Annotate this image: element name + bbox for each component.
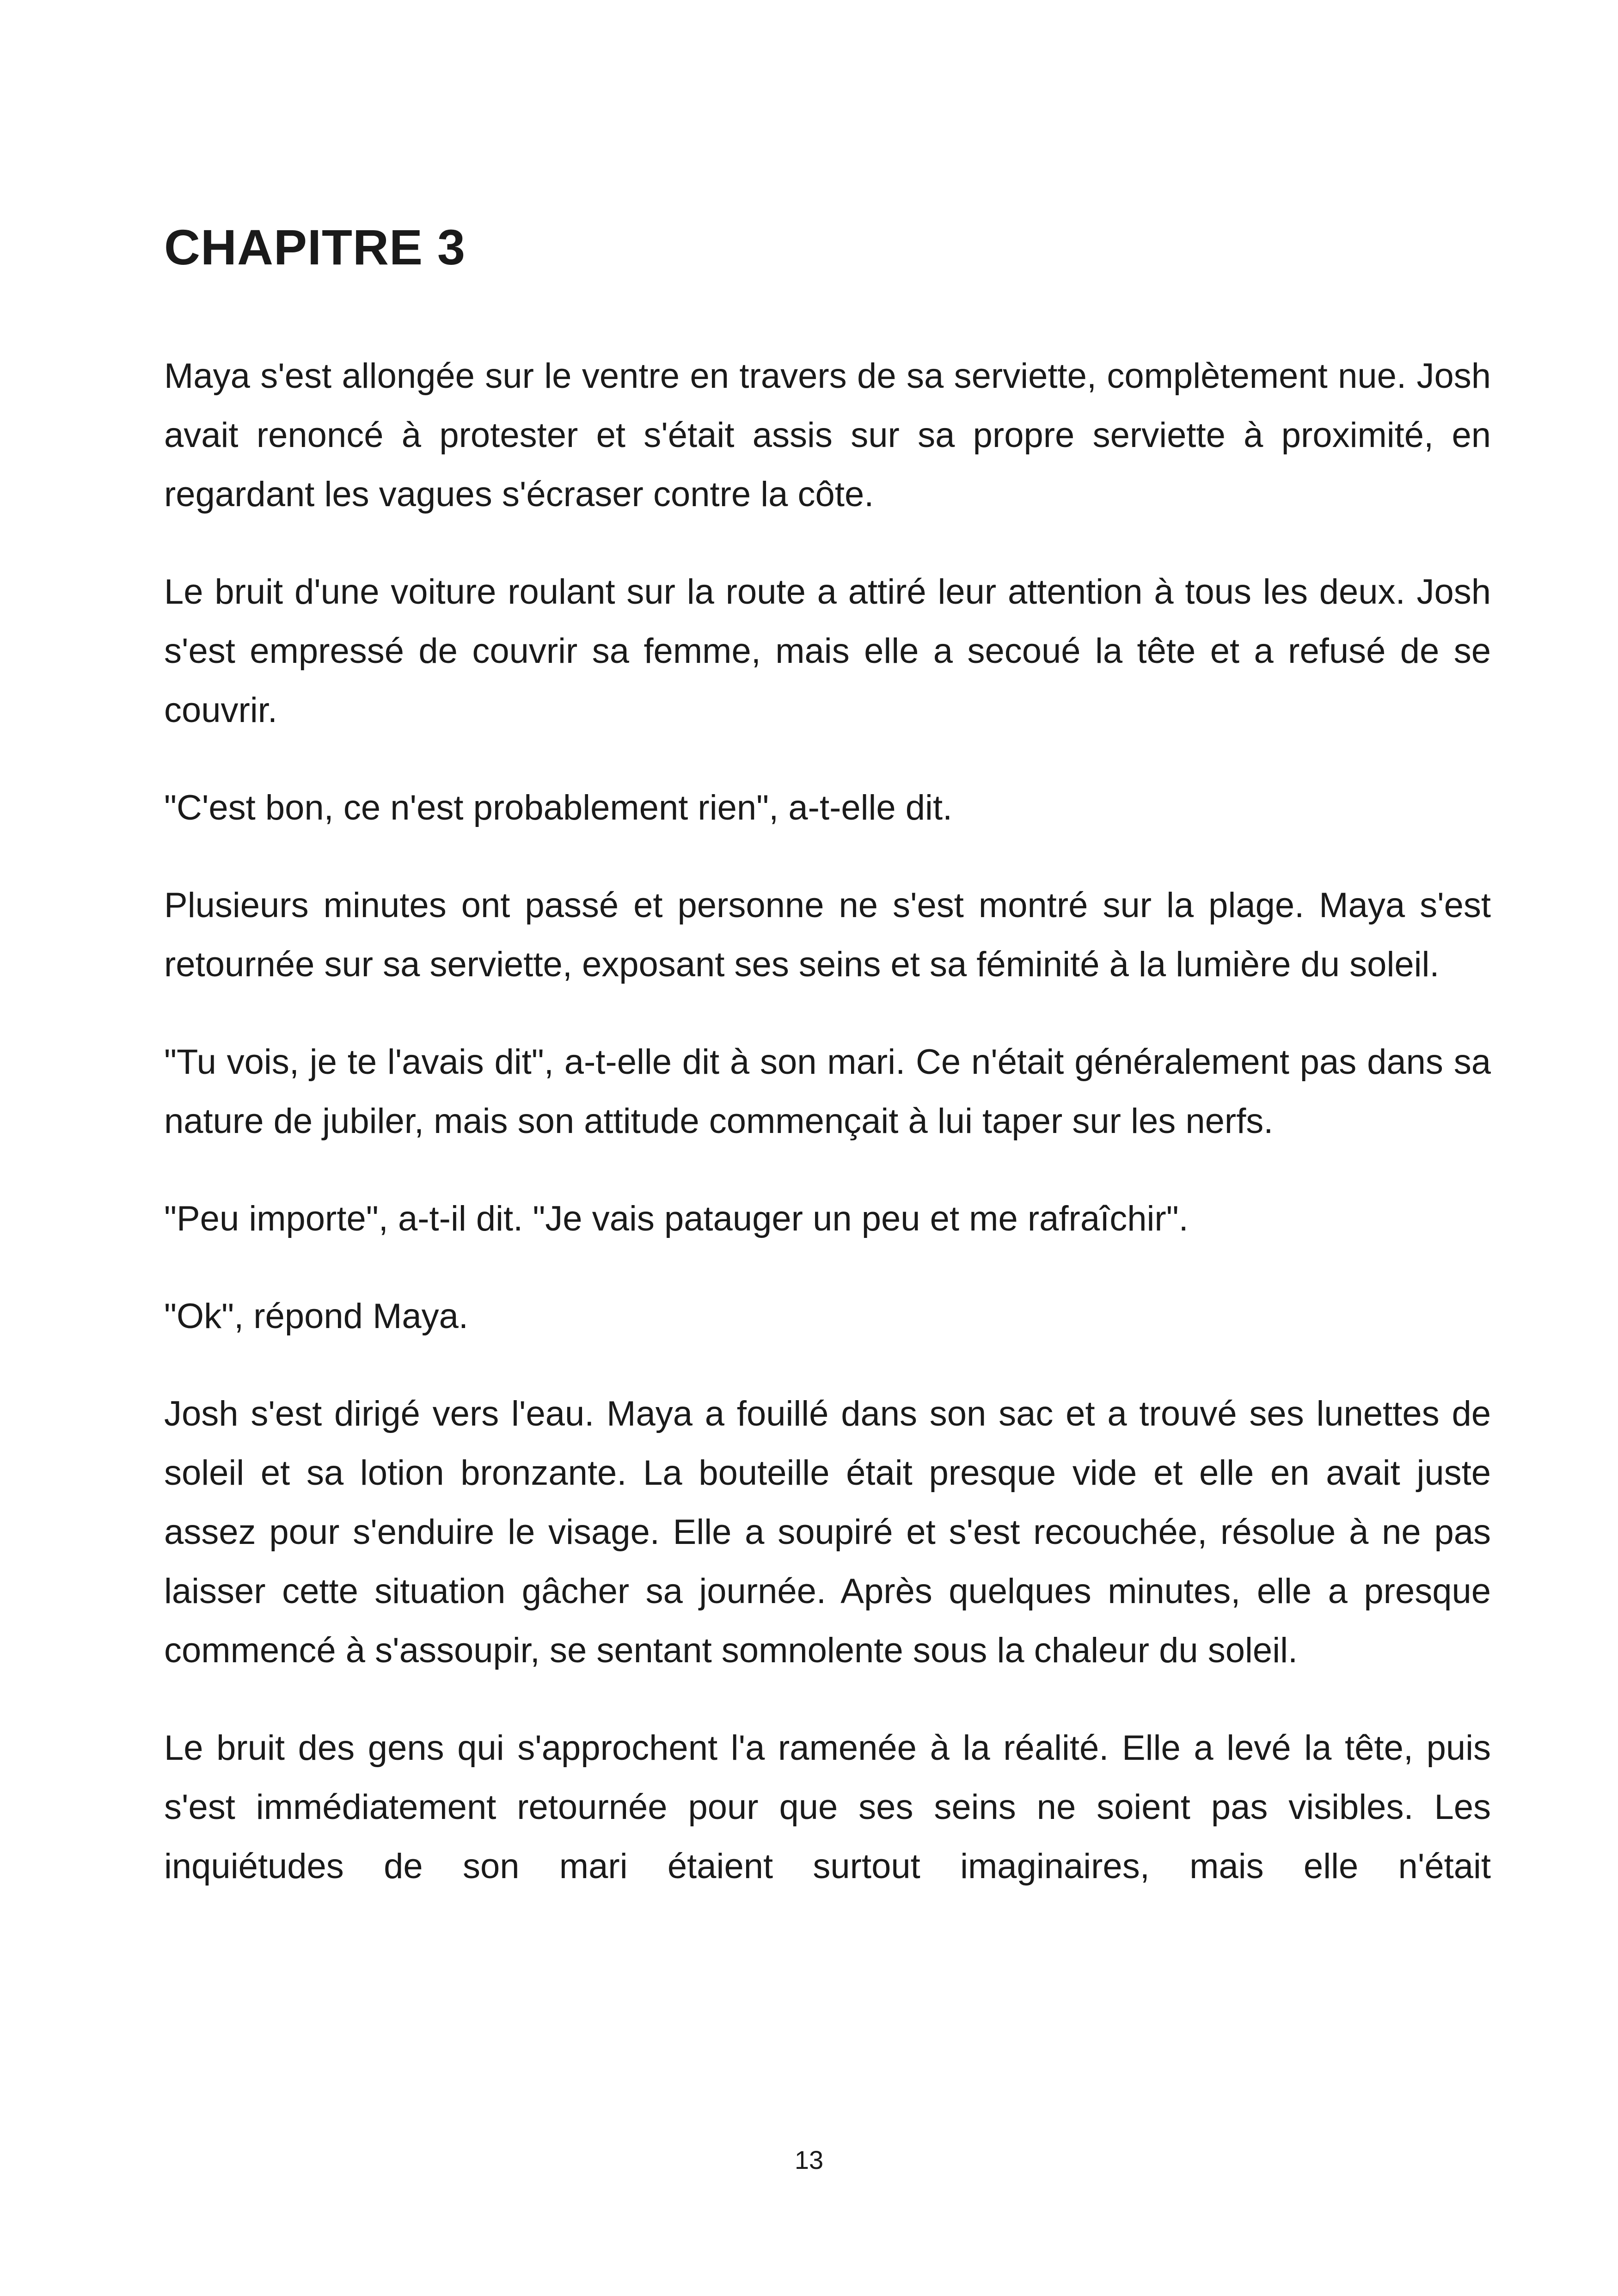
body-text: [164, 347, 1491, 1935]
paragraph: Maya s'est allongée sur le ventre en travers de sa serviette, complètement nue. Josh avait renoncé à protester et s'était assis sur sa propre serviette à proximité, en regardant les vagues s'écraser contre la côte.: [164, 356, 1491, 514]
paragraph: "Ok", répond Maya.: [164, 1297, 469, 1336]
paragraph: Le bruit d'une voiture roulant sur la route a attiré leur attention à tous les deux. Josh s'est empressé de couvrir sa femme, mais elle a secoué la tête et a refusé de se couvrir.: [164, 572, 1491, 730]
paragraph: Plusieurs minutes ont passé et personne ne s'est montré sur la plage. Maya s'est retournée sur sa serviette, exposant ses seins et sa féminité à la lumière du soleil.: [164, 886, 1491, 984]
page-number: 13: [794, 2145, 824, 2174]
paragraph: "Tu vois, je te l'avais dit", a-t-elle dit à son mari. Ce n'était généralement pas dans sa nature de jubiler, mais son attitude commençait à lui taper sur les nerfs.: [164, 1042, 1491, 1141]
paragraph: Le bruit des gens qui s'approchent l'a ramenée à la réalité. Elle a levé la tête, puis s'est immédiatement retournée pour que ses seins ne soient pas visibles. Les inquiétudes de son mari étaient surtout imaginaires, mais elle n'était: [164, 1728, 1491, 1886]
paragraph: "Peu importe", a-t-il dit. "Je vais patauger un peu et me rafraîchir".: [164, 1199, 1189, 1238]
paragraph: Josh s'est dirigé vers l'eau. Maya a fouillé dans son sac et a trouvé ses lunettes de soleil et sa lotion bronzante. La bouteille était presque vide et elle en avait juste assez pour s'enduire le visage. Elle a soupiré et s'est recouchée, résolue à ne pas laisser cette situation gâcher sa journée. Après quelques minutes, elle a presque commencé à s'assoupir, se sentant somnolente sous la chaleur du soleil.: [164, 1394, 1491, 1670]
paragraph: "C'est bon, ce n'est probablement rien", a-t-elle dit.: [164, 788, 953, 827]
chapter-title: CHAPITRE 3: [164, 219, 466, 275]
